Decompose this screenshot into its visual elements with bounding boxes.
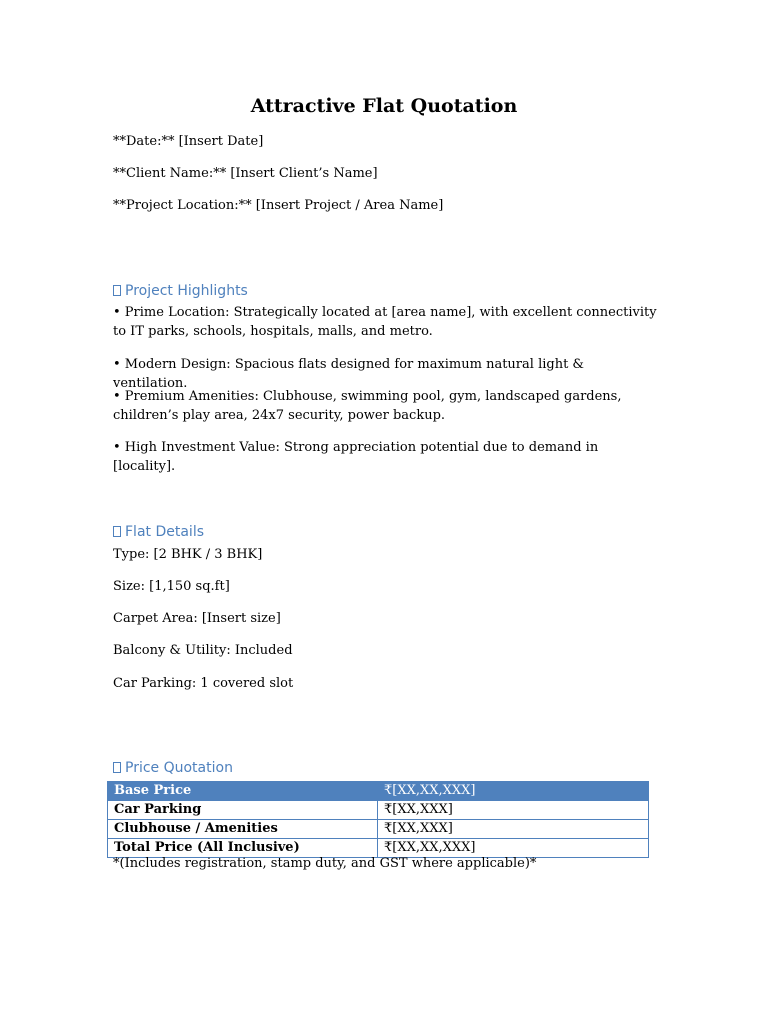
- client-name-field: **Client Name:** [Insert Client’s Name]: [113, 166, 378, 181]
- document-title: Attractive Flat Quotation: [250, 95, 518, 117]
- flat-detail-size: Size: [1,150 sq.ft]: [113, 579, 230, 594]
- price-quotation-heading-text: Price Quotation: [125, 760, 233, 776]
- flat-details-heading: [113, 522, 204, 542]
- price-table: [107, 781, 649, 858]
- highlight-item-investment-value: • High Investment Value: Strong appreciation potential due to demand in [locality].: [113, 440, 599, 474]
- table-row: [108, 820, 649, 839]
- price-row-label: Clubhouse / Amenities: [108, 820, 378, 839]
- price-row-value: ₹[XX,XXX]: [378, 820, 649, 839]
- highlight-item-premium-amenities: • Premium Amenities: Clubhouse, swimming pool, gym, landscaped gardens, children’s play area, 24x7 security, power backup.: [113, 389, 622, 423]
- highlight-item-prime-location: • Prime Location: Strategically located at [area name], with excellent connectivity to IT parks, schools, hospitals, malls, and metro.: [113, 305, 657, 339]
- flat-detail-car-parking: Car Parking: 1 covered slot: [113, 676, 294, 691]
- price-row-value: ₹[XX,XXX]: [378, 801, 649, 820]
- price-table-header-row: [108, 782, 649, 801]
- price-quotation-heading: [113, 758, 233, 778]
- project-location-field: **Project Location:** [Insert Project / Area Name]: [113, 198, 444, 213]
- price-row-value: ₹[XX,XX,XXX]: [378, 782, 649, 801]
- price-row-label: Car Parking: [108, 801, 378, 820]
- flat-detail-type: Type: [2 BHK / 3 BHK]: [113, 547, 263, 562]
- highlight-item-modern-design: • Modern Design: Spacious flats designed for maximum natural light & ventilation.: [113, 357, 585, 391]
- price-row-label: Base Price: [108, 782, 378, 801]
- project-highlights-heading-text: Project Highlights: [125, 283, 248, 299]
- price-row-label: Total Price (All Inclusive): [108, 839, 378, 858]
- price-row-value: ₹[XX,XX,XXX]: [378, 839, 649, 858]
- price-note: *(Includes registration, stamp duty, and GST where applicable)*: [113, 856, 537, 871]
- project-highlights-heading: [113, 281, 248, 301]
- emoji-placeholder-icon: [113, 285, 121, 296]
- emoji-placeholder-icon: [113, 762, 121, 773]
- date-field: **Date:** [Insert Date]: [113, 134, 264, 149]
- flat-details-heading-text: Flat Details: [125, 524, 204, 540]
- emoji-placeholder-icon: [113, 526, 121, 537]
- flat-detail-carpet-area: Carpet Area: [Insert size]: [113, 611, 281, 626]
- table-row: [108, 801, 649, 820]
- flat-detail-balcony-utility: Balcony & Utility: Included: [113, 643, 293, 658]
